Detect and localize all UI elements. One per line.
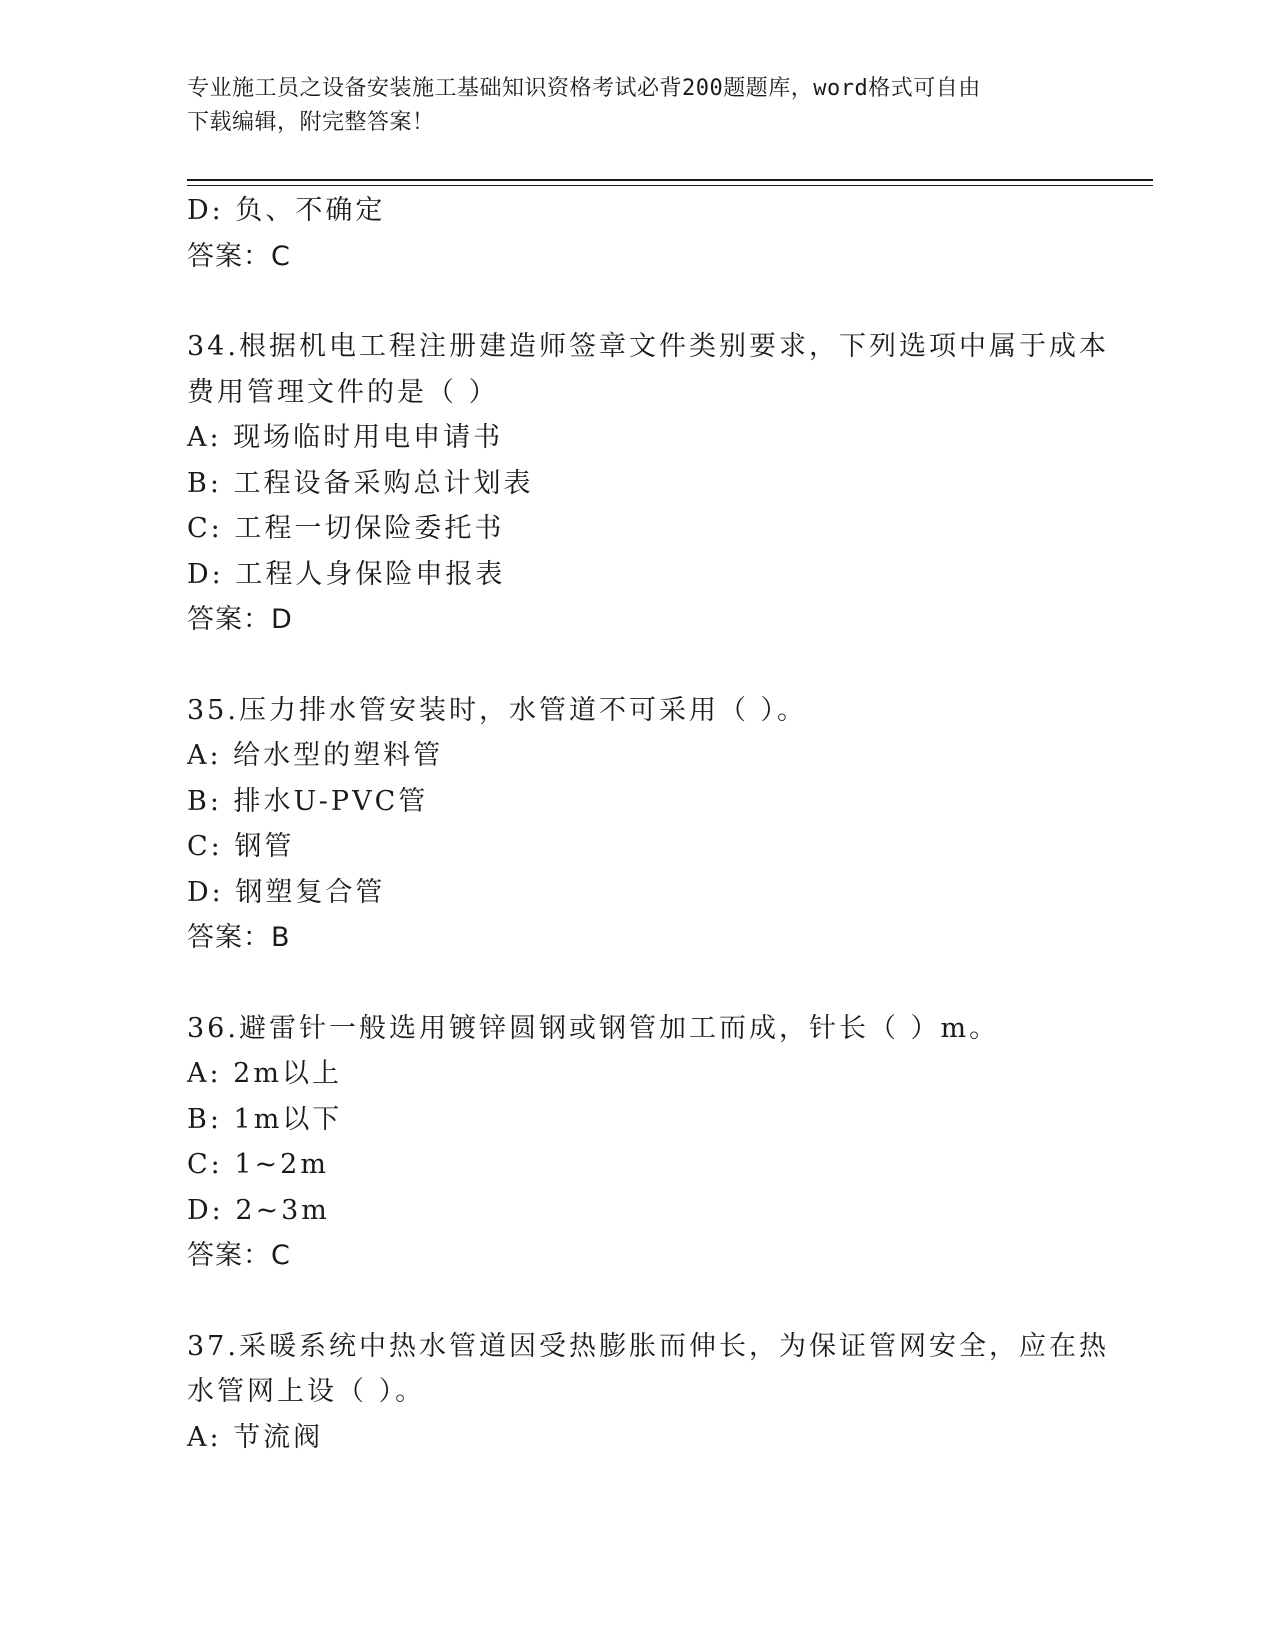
question-text-line-2: 费用管理文件的是（ ） xyxy=(187,376,499,408)
header-line-2: 下载编辑，附完整答案！ xyxy=(187,110,435,135)
option-b: B: 排水U-PVC管 xyxy=(187,785,429,817)
question-35 xyxy=(187,688,1087,961)
question-36 xyxy=(187,1006,1087,1279)
answer-line: 答案：C xyxy=(187,1240,291,1271)
answer-line: 答案：C xyxy=(187,240,291,272)
option-c: C: 1~2m xyxy=(187,1149,329,1180)
option-d: D: 钢塑复合管 xyxy=(187,876,386,908)
header-divider-thin xyxy=(187,185,1153,186)
option-c: C: 工程一切保险委托书 xyxy=(187,513,505,544)
header-divider-thick xyxy=(187,179,1153,181)
question-text-line-1: 34.根据机电工程注册建造师签章文件类别要求，下列选项中属于成本 xyxy=(187,331,1109,362)
option-a: A: 给水型的塑料管 xyxy=(187,740,444,771)
question-text-line-2: 水管网上设（ ）。 xyxy=(187,1376,426,1407)
option-c: C: 钢管 xyxy=(187,831,295,862)
question-34 xyxy=(187,324,1109,643)
question-text-line-1: 36.避雷针一般选用镀锌圆钢或钢管加工而成，针长（ ）m。 xyxy=(187,1012,1000,1044)
option-b: B: 1m以下 xyxy=(187,1103,343,1135)
option-a: A: 2m以上 xyxy=(187,1058,342,1089)
answer-line: 答案：B xyxy=(187,922,291,953)
question-text-line-1: 37.采暖系统中热水管道因受热膨胀而伸长，为保证管网安全，应在热 xyxy=(187,1330,1109,1362)
document-header xyxy=(187,72,1077,140)
header-line-1: 专业施工员之设备安装施工基础知识资格考试必背200题题库，word格式可自由 xyxy=(187,76,981,101)
answer-line: 答案：D xyxy=(187,604,293,635)
option-d: D: 2~3m xyxy=(187,1194,330,1226)
question-37 xyxy=(187,1324,1109,1461)
option-d: D: 负、不确定 xyxy=(187,195,386,226)
question-text-line-1: 35.压力排水管安装时，水管道不可采用（ ）。 xyxy=(187,694,808,726)
previous-question-tail xyxy=(187,188,1087,279)
option-a: A: 现场临时用电申请书 xyxy=(187,422,504,453)
option-d: D: 工程人身保险申报表 xyxy=(187,558,506,590)
option-b: B: 工程设备采购总计划表 xyxy=(187,467,534,499)
option-a: A: 节流阀 xyxy=(187,1421,324,1453)
question-body xyxy=(187,188,1109,1460)
